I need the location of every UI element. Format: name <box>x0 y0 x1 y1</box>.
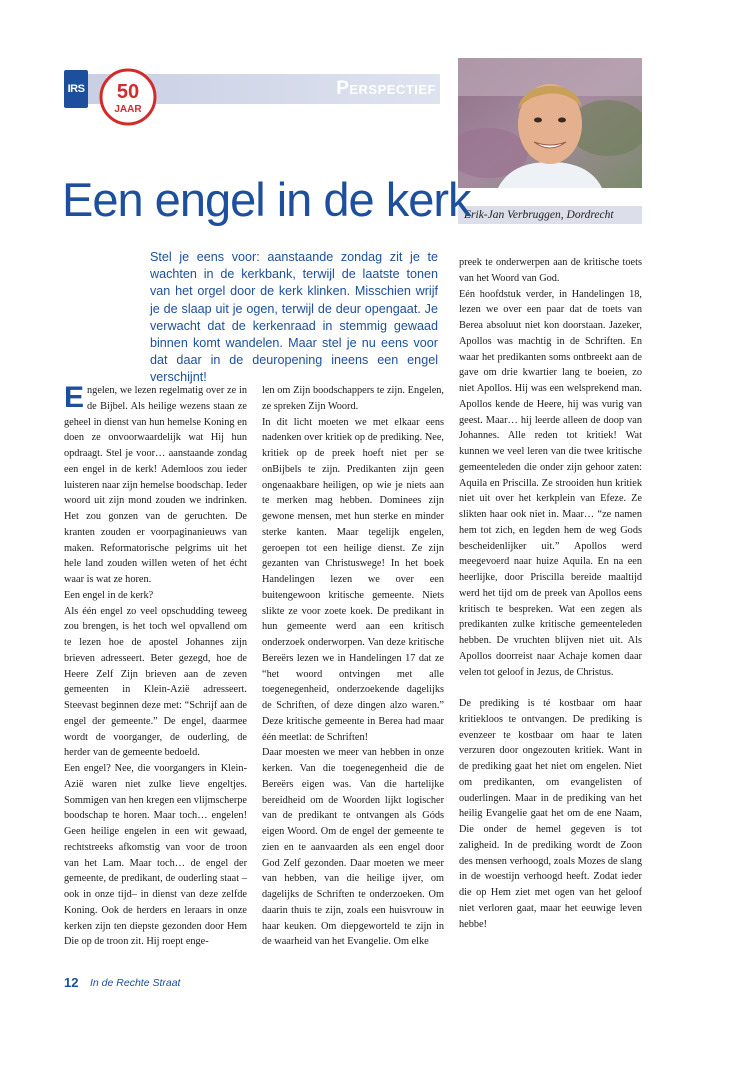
text-column-3 <box>459 255 642 932</box>
paragraph: De prediking is té kostbaar om haar kritiekloos te ontvangen. De prediking is evenzeer te kostbaar om haar te laten verzuren door ongezouten kritiek. Want in de prediking gaat het niet om engelen. Niet om predikanten, om evangelisten of ouderlingen. Maar in de prediking van het heilig Evangelie gaat het om de ene Naam, Die onder de hemel gegeven is tot zaligheid. In de prediking wordt de Zoon des mensen verhoogd, zoals Mozes de slang in de woestijn verhoogd heeft. Zodat ieder die op Hem ziet met ogen van het geloof niet verloren gaat, maar het eeuwige leven hebbe! <box>459 698 642 930</box>
anniversary-badge <box>98 67 158 127</box>
paragraph: preek te onderwerpen aan de kritische toets van het Woord van God. <box>459 257 642 284</box>
paragraph: Daar moesten we meer van hebben in onze kerken. Van die toegenegenheid die de Bereërs eigen was. Van die hartelijke bereidheid om de Woorden lijkt logischer van de predikant te ontvangen als Góds eigen Woord. Om de engel der gemeente te zien en te aanvaarden als een engel door God Zelf gezonden. Daar moeten we meer van hebben, van die heilige ijver, om dagelijks de Schriften te onderzoeken. Om daarin thuis te zijn, zoals een huisvrouw in haar keuken. Om diepgeworteld te zijn in de waarheid van het Evangelie. Om elke <box>262 747 444 948</box>
badge-word: JAAR <box>114 104 142 115</box>
paragraph: Eén hoofdstuk verder, in Handelingen 18, lezen we over een paar dat de toets van Berea absoluut niet kon doorstaan. Jazeker, Apollos was machtig in de Schriften. En waar het predikanten soms ontbreekt aan de gave om drie kwartier lang te boeien, zo niet Apollos. Hij was een welsprekend man. Apollos kende de Heere, hij was vurig van geest. Maar… hij leerde alleen de doop van Johannes. Alle reden tot kritiek! Wat kunnen we veel leren van die twee kritische gemeenteleden die onder zijn gehoor zaten: Aquila en Priscilla. Ze strooiden hun kritiek niet uit over het kerkplein van Efeze. Ze slikten haar ook niet in. Maar… “ze namen hem tot zich, en legden hem de weg Gods bescheidenlijker uit.” Apollos werd meegevoerd naar huize Aquila. En na een heerlijke, door Priscilla bereide maaltijd werd het tijd om de preek van Apollos eens kritisch te bespreken. Wat een zegen als predikanten zulke kritische gemeenteleden hebben. De vruchten blijven niet uit. Als Apollos doorreist naar Achaje komen daar velen tot geloof in Jezus, de Christus. <box>459 288 642 678</box>
paragraph: Engelen, we lezen regelmatig over ze in de Bijbel. Als heilige wezens staan ze geheel in dienst van hun hemelse Koning en doen ze onvoorwaardelijk wat Hij hun opdraagt. Stel je voor… aanstaande zondag een engel in de kerk! Ademloos zou ieder luisteren naar zijn hemelse boodschap. Ieder woord uit zijn mond zouden we indrinken. Het zou gonzen van de geruchten. De kranten zouden er voorpaginanieuws van maken. Reformatorische pelgrims uit het hele land zouden willen weten of het écht waar is wat ze horen. <box>64 381 247 585</box>
article-title: Een engel in de kerk <box>62 173 471 226</box>
paragraph: Een engel in de kerk? <box>64 589 154 601</box>
section-title: Perspectief <box>336 78 436 99</box>
page-number: 12 <box>64 975 79 990</box>
paragraph: Als één engel zo veel opschudding teweeg zou brengen, is het toch wel opvallend om te lezen hoe de apostel Johannes zijn brieven adresseert. Beter gezegd, hoe de Heere Zelf Zijn brieven aan de zeven gemeenten in Klein-Azië adresseert. Steevast beginnen deze met: “Schrijf aan de engel der gemeente.” De engel, daarmee wordt de voorganger, de ouderling, de herder van de gemeente bedoeld. <box>64 605 247 759</box>
magazine-name: In de Rechte Straat <box>90 977 181 989</box>
irs-logo: IRS <box>64 70 88 108</box>
paragraph: len om Zijn boodschappers te zijn. Engelen, ze spreken Zijn Woord. <box>262 385 444 412</box>
paragraph: Een engel? Nee, die voorgangers in Klein-Azië waren niet zulke lieve engeltjes. Sommigen van hen kregen een vlijmscherpe boodschap te horen. Maar toch… engelen! Geen heilige engelen in een wit gewaad, rechtstreeks afkomstig van voor de troon van het Lam. Maar toch… de engel der gemeente, de predikant, de ouderling staat – ook in onze tijd– in dienst van deze zelfde Koning. Ook de herders en leraars in onze kerken zijn ten diepste gezonden door Hem Die op de troon zit. Hij roept enge- <box>64 763 247 948</box>
drop-cap: E <box>64 381 85 414</box>
article-intro: Stel je eens voor: aanstaande zondag zit je te wachten in de kerkbank, terwijl de laatste tonen van het orgel door de kerk klinken. Misschien wrijf je de slaap uit je ogen, terwijl de deur opengaat. Je verwacht dat de kerkenraad in stemmig gewaad binnen komt wandelen. Maar stel je nu eens voor dat daar in de deuropening ineens een engel verschijnt! <box>150 250 438 385</box>
author-photo <box>458 58 642 188</box>
text-column-2 <box>262 383 444 950</box>
badge-number: 50 <box>116 81 140 103</box>
text-column-1 <box>64 383 247 950</box>
paragraph: In dit licht moeten we met elkaar eens nadenken over kritiek op de prediking. Nee, kritiek op de preek hoeft niet per se onBijbels te zijn. Predikanten zijn geen ongenaakbare heiligen, op wie je niets aan te merken mag hebben. Dominees zijn gewone mensen, met hun sterke en minder sterke kanten. Maar tegelijk engelen, geroepen tot een heilige dienst. Ze zijn gezanten van Christuswege! In het boek Handelingen lezen we over een buitengewoon kritische gemeente. Niets slikte ze voor zoete koek. De predikant in hun gemeente werd aan een kritisch onderzoek onderworpen. Van deze kritische Bereërs lezen we in Handelingen 17 dat ze “het woord ontvingen met alle toegenegenheid, onderzoekende dagelijks de Schriften, of deze dingen alzo waren.” Deze kritische gemeente in Berea had maar één meetlat: de Schriften! <box>262 416 444 743</box>
author-caption: Erik-Jan Verbruggen, Dordrecht <box>458 206 642 224</box>
